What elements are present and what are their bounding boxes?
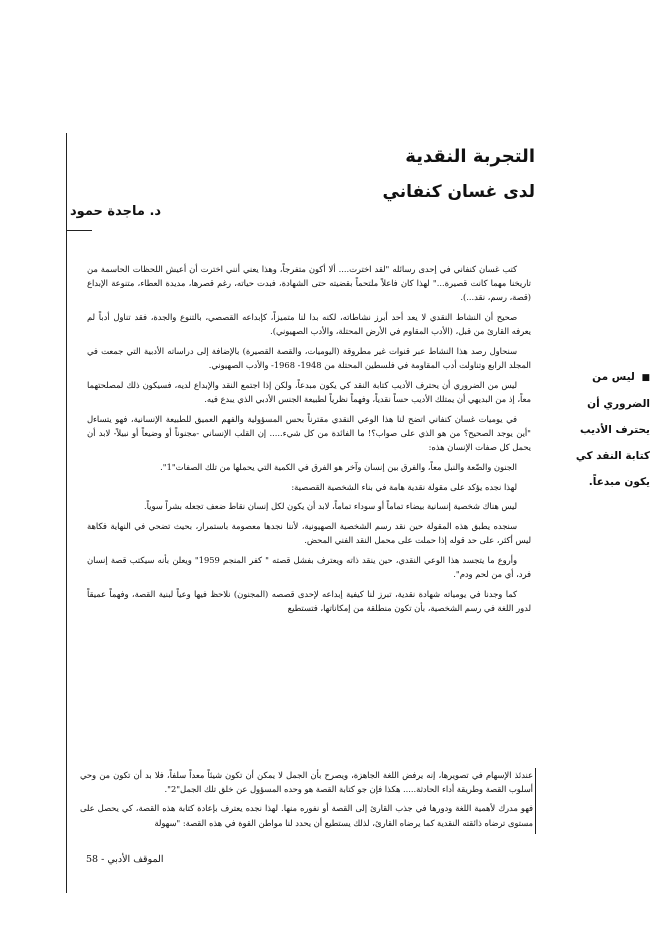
- pull-quote-text: ليس من الضروري أن يحترف الأديب كتابة النقد كي يكون مبدعاً.: [575, 371, 650, 488]
- body-paragraph: سنجده يطبق هذه المقولة حين نقد رسم الشخصية الصهيونية، لأننا نجدها معصومة باستمرار، بحيث تضحي في النهاية فكاهة ليس أكثر، على حد قوله إذا حملت على محمل النقد الفني المحض.: [87, 521, 531, 546]
- body-paragraph: سنحاول رصد هذا النشاط عبر قنوات غير مطروقة (اليوميات، والقصة القصيرة) بالإضافة إلى دراساته الأدبية التي جمعت في المجلد الرابع وتناولت أدب المقاومة في فلسطين المحتلة من 1948- 1968- والأدب الصهيوني.: [87, 346, 531, 371]
- body-paragraph: كما وجدنا في يومياته شهادة نقدية، تبرز لنا كيفية إبداعه لإحدى قصصه (المجنون) نلاحظ فيها وعياً لبنية القصة، وفهماً عميقاً لدور اللغة في رسم الشخصية، بأن تكون منطلقة من إمكاناتها، فتستطيع: [87, 588, 531, 614]
- body-paragraph: في يوميات غسان كنفاني اتضح لنا هذا الوعي النقدي مقترناً بحس المسؤولية والفهم العميق للطبيعة الإنسانية، فهو يتساءل "أين يوجد الصحيح؟ من هو الذي على صواب؟! ما الفائدة من كل شيء..... إن القلب الإنساني -مجنوناً أو وضيعاً أو نبيلاً- لابد أن يحمل كل صفات الإنسان هذه:: [87, 413, 531, 453]
- square-bullet-icon: ■: [641, 373, 650, 383]
- article-body: [87, 262, 531, 621]
- body-paragraph: ليس من الضروري أن يحترف الأديب كتابة النقد كي يكون مبدعاً، ولكن إذا اجتمع النقد والإبداع لديه، فسيكون ذلك لمصلحتهما معاً، إذ من البديهي أن يمتلك الأديب حساً نقدياً، وفهماً نظرياً لطبيعة الجنس الأدبي الذي يبدع فيه.: [87, 379, 531, 405]
- page-footer: الموقف الأدبي - 58: [86, 854, 164, 865]
- body-paragraph: لهذا نجده يؤكد على مقولة نقدية هامة في بناء الشخصية القصصية:: [291, 481, 517, 492]
- pull-quote: [568, 364, 650, 495]
- author-name: د. ماجدة حمود: [70, 204, 162, 219]
- body-paragraph: وأروع ما يتجسد هذا الوعي النقدي، حين ينقد ذاته ويعترف بفشل قصته " كفر المنجم 1959" ويعلن بأنه سيكتب قصة إنسان فرد، أي من لحم ودم".: [87, 554, 531, 580]
- continuation-paragraph: عندئذ الإسهام في تصويرها، إنه يرفض اللغة الجاهزة، ويصرح بأن الجمل لا يمكن أن تكون شيئاً معداً سلفاً، فلا بد أن تكون من وحي أسلوب القصة وطريقة أداء الحادثة..... هكذا فإن جو كتابة القصة هو وحده المسؤول عن خلق تلك الجمل"2".: [80, 770, 533, 795]
- body-paragraph: صحيح أن النشاط النقدي لا يعد أحد أبرز نشاطاته، لكنه بدا لنا متميزاً، كإبداعه القصصي، بالتنوع والجدة، فقد تناول أدباً لم يعرفه القارئ من قبل، (الأدب المقاوم في الأرض المحتلة، والأدب الصهيوني).: [87, 312, 531, 337]
- margin-rule: [66, 133, 67, 893]
- article-subtitle: لدى غسان كنفاني: [382, 182, 535, 202]
- continuation-paragraph: فهو مدرك لأهمية اللغة ودورها في جذب القارئ إلى القصة أو نفوره منها. لهذا نجده يعترف بإعادة كتابة هذه القصة، كي يحصل على مستوى ترضاه ذائقته النقدية كما يرضاه القارئ، لذلك يستطيع أن يحدد لنا مواطن القوة في هذه القصة: "سهولة: [80, 803, 533, 828]
- title-divider: [66, 230, 92, 231]
- body-paragraph: ليس هناك شخصية إنسانية بيضاء تماماً أو سوداء تماماً، لابد أن يكون لكل إنسان نقاط ضعف تجعله بشراً سوياً.: [144, 501, 517, 512]
- body-paragraph: كتب غسان كنفاني في إحدى رسائله "لقد اخترت.... ألا أكون متفرجاً، وهذا يعني أنني اخترت أن أعيش اللحظات الحاسمة من تاريخنا مهما كانت قصيرة..." لهذا كان فاعلاً ملتحماً بقضيته حتى الشهادة، فبدت حياته، رغم قصرها، مديدة العطاء، متنوعة الإبداع (قصة، رسم، نقد...).: [87, 264, 531, 303]
- article-continuation: [80, 768, 533, 835]
- continuation-bar: [535, 768, 536, 834]
- article-title: التجربة النقدية: [405, 146, 535, 167]
- body-paragraph: الجنون والضّعة والنبل معاً، والفرق بين إنسان وآخر هو الفرق في الكمية التي يحملها من تلك الصفات"1".: [160, 461, 517, 472]
